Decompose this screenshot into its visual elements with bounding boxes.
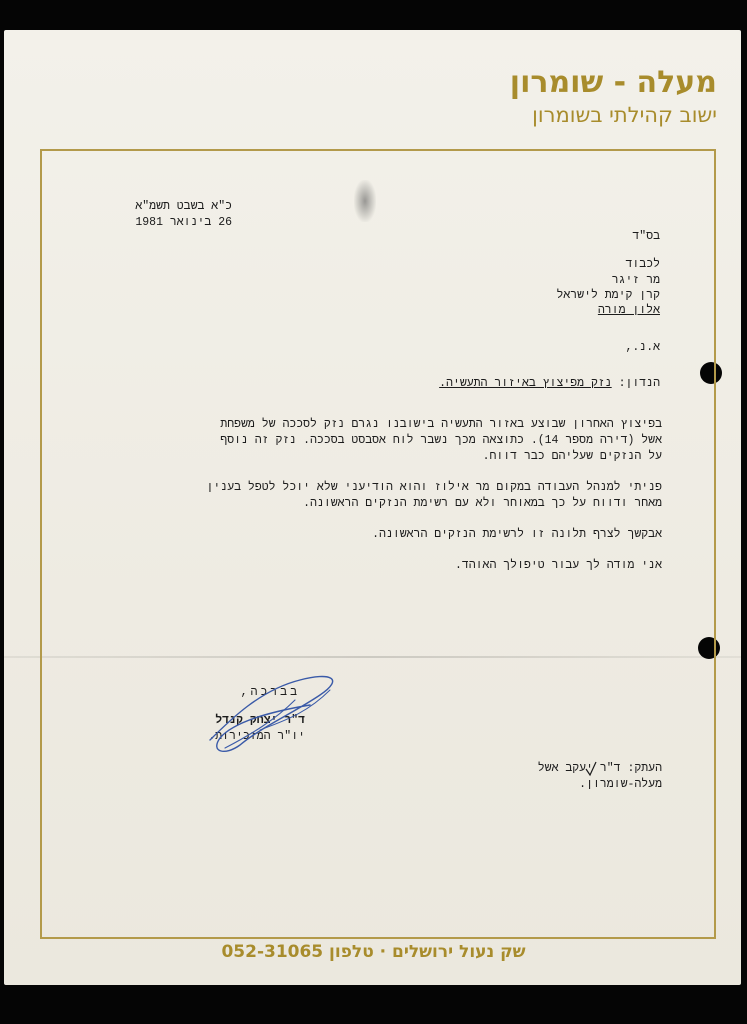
letterhead-name: מעלה - שומרון: [509, 65, 717, 100]
body-p2-line1: פניתי למנהל העבודה במקום מר אילוז והוא הודיעני שלא יוכל לטפל בענין: [206, 481, 662, 494]
letterhead-subtitle: ישוב קהילתי בשומרון: [532, 103, 717, 127]
body-p1-line1: בפיצוץ האחרון שבוצע באזור התעשיה בישובנו נגרם נזק לסככה של משפחת: [220, 418, 662, 431]
signature: [200, 660, 350, 760]
copy-line1: העתק: ד"ר יעקב אשל: [537, 762, 662, 775]
signer-name: ד"ר יצחק קנדל: [215, 714, 305, 727]
recipient-line4: אלון מורה: [597, 304, 660, 317]
body-p1-line3: על הנזקים שעליהם כבר דווח.: [482, 450, 662, 463]
body-p3: אבקשך לצרף תלונה זו לרשימת הנזקים הראשונה.: [372, 528, 662, 541]
checkmark-icon: [584, 760, 598, 778]
bsd-mark: בס"ד: [632, 230, 660, 243]
closing-regards: בברכה,: [240, 686, 300, 699]
signer-title: יו"ר המזכירות.: [208, 730, 305, 743]
gregorian-date: 26 בינואר 1981: [135, 216, 232, 229]
salutation: א.נ.,: [625, 341, 660, 354]
subject-line: [330, 377, 660, 390]
recipient-line1: לכבוד: [625, 258, 660, 271]
letterhead: [510, 64, 717, 128]
body-p1-line2: אשל (דירה מספר 14). כתוצאה מכך נשבר לוח אסבסט בסככה. נזק זה נוסף: [220, 434, 662, 447]
body-p4: אני מודה לך עבור טיפולך האוהד.: [454, 559, 662, 572]
subject-label: הנדון:: [618, 377, 660, 390]
body-p2-line2: מאחר ודווח על כך במאוחר ולא עם רשימת הנזקים הראשונה.: [303, 497, 662, 510]
hebrew-date: כ"א בשבט תשמ"א: [135, 200, 232, 213]
copy-line2: מעלה-שומרון.: [579, 778, 662, 791]
recipient-line2: מר זיגר: [611, 274, 660, 287]
recipient-line3: קרן קימת לישראל: [556, 289, 660, 302]
ink-smudge: [354, 180, 376, 222]
subject-text: נזק מפיצוץ באיזור התעשיה.: [439, 377, 612, 390]
letterhead-footer: שק נעול ירושלים · טלפון 052-31065: [221, 942, 526, 962]
